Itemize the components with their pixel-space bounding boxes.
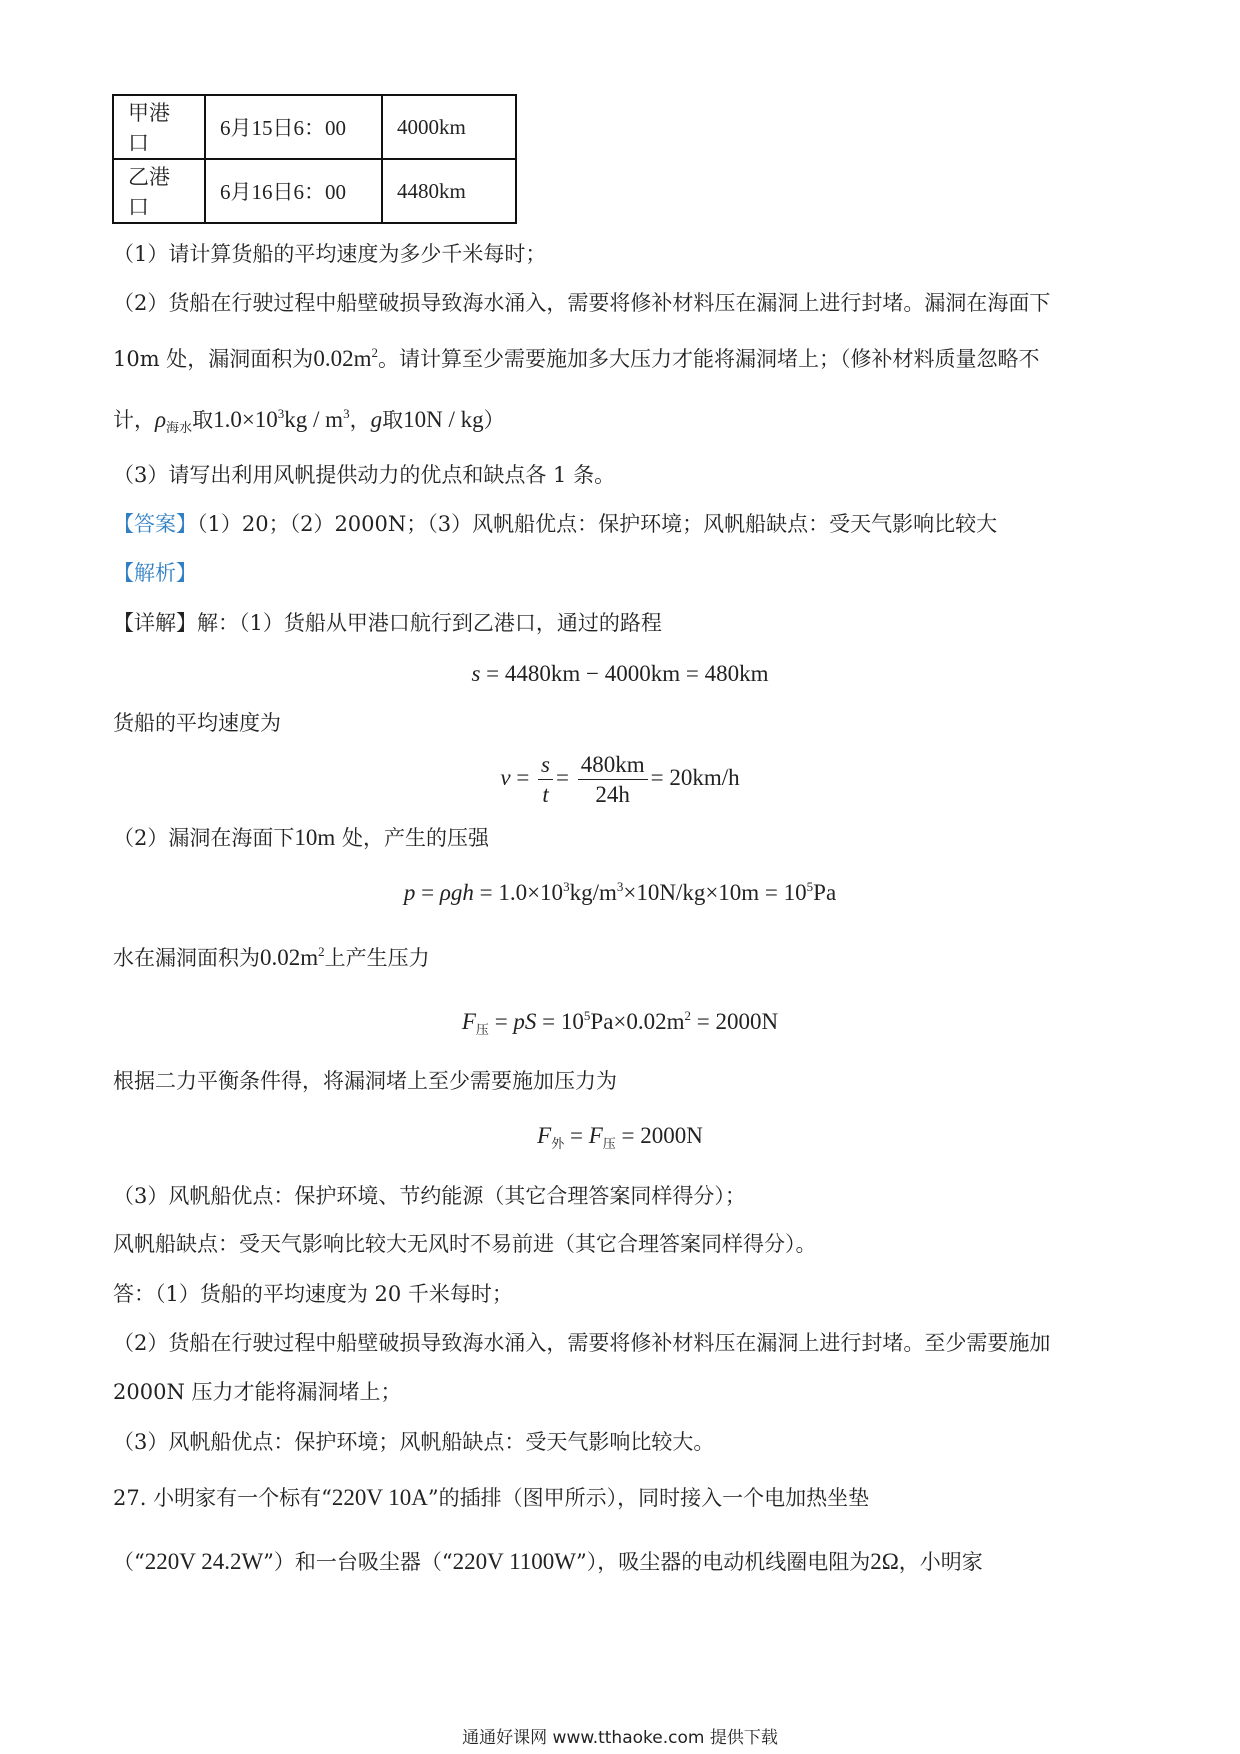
detail-line-1: 【详解】解：（1）货船从甲港口航行到乙港口，通过的路程 [113, 611, 662, 635]
equation-force: $F_压$ = pS = $10^5Pa\times 0.02m^2 = 2000N$ [461, 1008, 779, 1037]
detail-line-7: 风帆船缺点：受天气影响比较大无风时不易前进（其它合理答案同样得分）。 [113, 1232, 817, 1256]
question-1: （1）请计算货船的平均速度为多少千米每时； [113, 242, 547, 266]
answer-line: 【答案】（1）20；（2）2000N；（3）风帆船优点：保护环境；风帆船缺点：受天气影响比较大 [113, 512, 998, 536]
equation-balance: $F_外 = F_压 = 2000N$ [537, 1123, 703, 1151]
conclusion-2-line-1: （2）货船在行驶过程中船壁破损导致海水涌入，需要将修补材料压在漏洞上进行封堵。至少需要施加 [113, 1331, 1051, 1355]
question-3: （3）请写出利用风帆提供动力的优点和缺点各 1 条。 [113, 463, 616, 487]
question-2-line-1: （2）货船在行驶过程中船壁破损导致海水涌入，需要将修补材料压在漏洞上进行封堵。漏洞在海面下 [113, 291, 1051, 315]
equation-distance: s = 4480km − 4000km = 480km [471, 661, 769, 686]
port-cell: 甲港口 [113, 95, 205, 159]
analysis-label: 【解析】 [113, 561, 197, 585]
conclusion-3: （3）风帆船优点：保护环境；风帆船缺点：受天气影响比较大。 [113, 1430, 715, 1454]
conclusion-2-line-2: 2000N 压力才能将漏洞堵上； [113, 1380, 402, 1404]
detail-line-6: （3）风帆船优点：保护环境、节约能源（其它合理答案同样得分）； [113, 1184, 746, 1208]
detail-line-4: 水在漏洞面积为$0.02m^2$上产生压力 [113, 944, 430, 970]
port-cell: 乙港口 [113, 159, 205, 223]
table-row [113, 95, 516, 159]
footer-credit: 通通好课网 www.tthaoke.com 提供下载 [462, 1728, 778, 1748]
distance-cell: 4000km [382, 95, 516, 159]
detail-line-3: （2）漏洞在海面下10m 处，产生的压强 [113, 825, 489, 850]
time-cell: 6月16日6：00 [205, 159, 382, 223]
time-cell: 6月15日6：00 [205, 95, 382, 159]
answer-label: 【答案】 [113, 512, 197, 536]
detail-line-5: 根据二力平衡条件得，将漏洞堵上至少需要施加压力为 [113, 1069, 617, 1093]
detail-line-2: 货船的平均速度为 [113, 711, 281, 735]
port-table [112, 94, 517, 224]
question-2-line-3: 计，$\rho_{海水}$取$1.0\times 10^3kg / m^3$，g取10N / kg） [113, 406, 505, 436]
question-2-line-2: 10m 处，漏洞面积为$0.02m^2$。请计算至少需要施加多大压力才能将漏洞堵上；（修补材料质量忽略不 [113, 345, 1040, 371]
distance-cell: 4480km [382, 159, 516, 223]
equation-speed: v = $\frac{s}{t}$ = $\frac{480km}{24h}$ = 20km/h [500, 752, 740, 807]
equation-pressure: $p = \rho gh = 1.0\times 10^3kg/m^3\times 10N/kg\times 10m = 10^5Pa$ [403, 879, 837, 905]
question-27-line-1: 27. 小明家有一个标有“220V 10A”的插排（图甲所示），同时接入一个电加热坐垫 [113, 1485, 870, 1510]
table-row [113, 159, 516, 223]
question-27-line-2: （“220V 24.2W”）和一台吸尘器（“220V 1100W”），吸尘器的电动机线圈电阻为2Ω，小明家 [113, 1549, 983, 1574]
conclusion-1: 答：（1）货船的平均速度为 20 千米每时； [113, 1282, 513, 1306]
